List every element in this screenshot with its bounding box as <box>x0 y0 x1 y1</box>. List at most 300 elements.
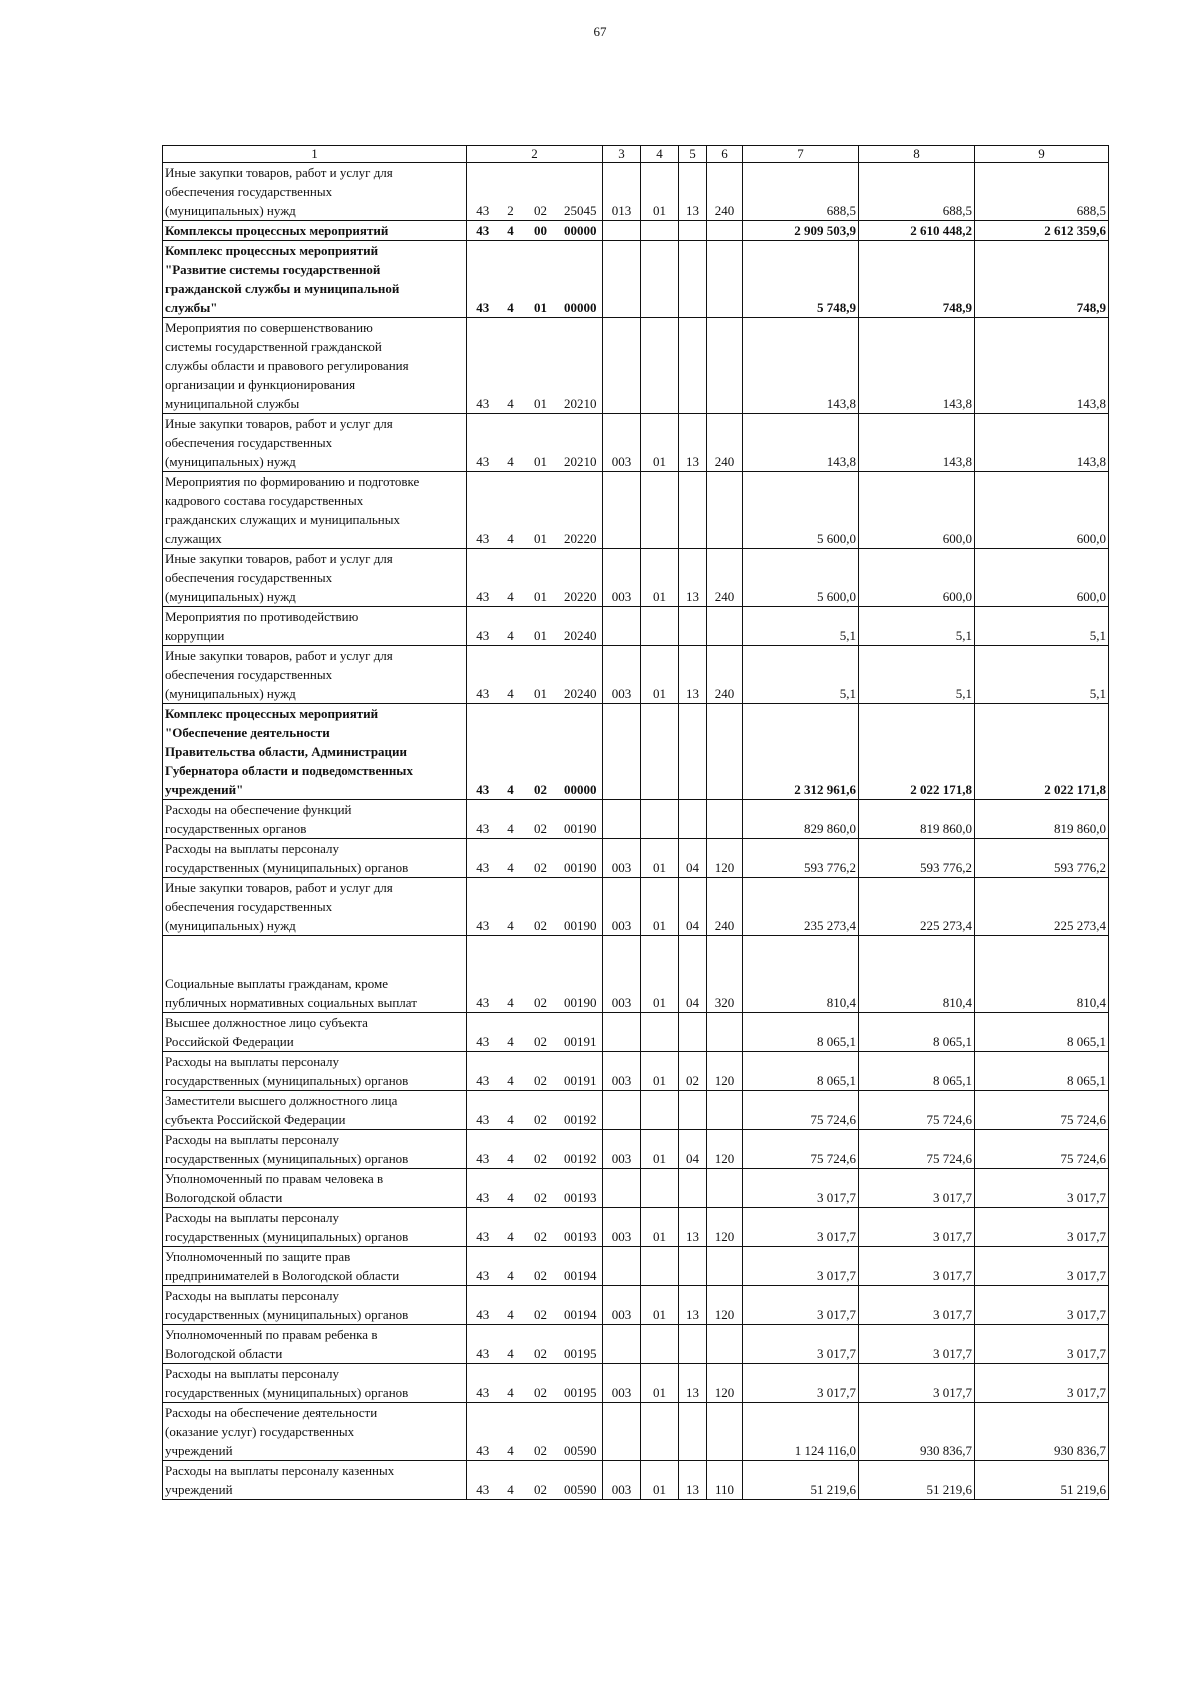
code-part-4: 00195 <box>559 1364 603 1403</box>
code-part-4: 20210 <box>559 414 603 472</box>
table-body <box>163 163 1109 1500</box>
table-row <box>163 414 1109 472</box>
code-part-1: 43 <box>467 839 499 878</box>
col-3-value <box>603 1169 641 1208</box>
col-6-value <box>707 607 743 646</box>
code-part-4: 00190 <box>559 936 603 1013</box>
col-4-value: 01 <box>641 1364 679 1403</box>
code-part-4: 00195 <box>559 1325 603 1364</box>
amount-col-7: 593 776,2 <box>743 839 859 878</box>
col-5-value <box>679 472 707 549</box>
row-description: Расходы на выплаты персоналу государственных (муниципальных) органов <box>163 1208 467 1247</box>
code-part-4: 00000 <box>559 241 603 318</box>
amount-col-8: 143,8 <box>859 414 975 472</box>
col-5-value <box>679 241 707 318</box>
col-3-value <box>603 1247 641 1286</box>
amount-col-9: 2 612 359,6 <box>975 221 1109 241</box>
code-part-4: 20240 <box>559 646 603 704</box>
code-part-4: 00194 <box>559 1286 603 1325</box>
col-4-value: 01 <box>641 1052 679 1091</box>
code-part-2: 4 <box>499 221 523 241</box>
amount-col-7: 5,1 <box>743 646 859 704</box>
code-part-2: 4 <box>499 839 523 878</box>
amount-col-9: 3 017,7 <box>975 1169 1109 1208</box>
code-part-3: 02 <box>523 1247 559 1286</box>
col-3-value <box>603 1403 641 1461</box>
col-header-5: 5 <box>679 146 707 163</box>
col-6-value: 240 <box>707 163 743 221</box>
amount-col-7: 143,8 <box>743 318 859 414</box>
code-part-4: 00190 <box>559 839 603 878</box>
col-4-value: 01 <box>641 1130 679 1169</box>
col-3-value <box>603 318 641 414</box>
code-part-3: 02 <box>523 1013 559 1052</box>
col-6-value: 240 <box>707 878 743 936</box>
code-part-3: 02 <box>523 163 559 221</box>
col-6-value: 120 <box>707 1208 743 1247</box>
amount-col-8: 3 017,7 <box>859 1247 975 1286</box>
amount-col-7: 2 909 503,9 <box>743 221 859 241</box>
amount-col-7: 75 724,6 <box>743 1091 859 1130</box>
table-row <box>163 646 1109 704</box>
code-part-4: 20210 <box>559 318 603 414</box>
amount-col-8: 75 724,6 <box>859 1130 975 1169</box>
code-part-2: 4 <box>499 1403 523 1461</box>
col-5-value <box>679 1091 707 1130</box>
col-5-value <box>679 1325 707 1364</box>
amount-col-8: 75 724,6 <box>859 1091 975 1130</box>
code-part-1: 43 <box>467 472 499 549</box>
amount-col-8: 3 017,7 <box>859 1208 975 1247</box>
col-3-value: 003 <box>603 878 641 936</box>
row-description: Уполномоченный по правам ребенка в Вологодской области <box>163 1325 467 1364</box>
code-part-3: 02 <box>523 1169 559 1208</box>
table-row <box>163 1403 1109 1461</box>
code-part-4: 00193 <box>559 1208 603 1247</box>
table-row <box>163 1286 1109 1325</box>
code-part-3: 02 <box>523 1403 559 1461</box>
col-6-value: 320 <box>707 936 743 1013</box>
col-header-2: 2 <box>467 146 603 163</box>
amount-col-7: 829 860,0 <box>743 800 859 839</box>
code-part-1: 43 <box>467 241 499 318</box>
code-part-2: 4 <box>499 704 523 800</box>
code-part-1: 43 <box>467 936 499 1013</box>
table-row <box>163 878 1109 936</box>
col-6-value <box>707 800 743 839</box>
code-part-2: 4 <box>499 800 523 839</box>
code-part-1: 43 <box>467 1169 499 1208</box>
amount-col-9: 143,8 <box>975 414 1109 472</box>
col-5-value: 13 <box>679 1364 707 1403</box>
amount-col-7: 5 600,0 <box>743 549 859 607</box>
code-part-4: 20220 <box>559 549 603 607</box>
col-5-value <box>679 221 707 241</box>
col-6-value: 110 <box>707 1461 743 1500</box>
col-4-value <box>641 472 679 549</box>
col-5-value: 13 <box>679 549 707 607</box>
code-part-2: 4 <box>499 1091 523 1130</box>
amount-col-8: 51 219,6 <box>859 1461 975 1500</box>
table-row <box>163 1247 1109 1286</box>
code-part-3: 02 <box>523 800 559 839</box>
code-part-4: 00192 <box>559 1091 603 1130</box>
table-row <box>163 472 1109 549</box>
amount-col-7: 810,4 <box>743 936 859 1013</box>
col-5-value <box>679 1247 707 1286</box>
amount-col-7: 1 124 116,0 <box>743 1403 859 1461</box>
table-row <box>163 549 1109 607</box>
row-description: Комплекс процессных мероприятий "Обеспечение деятельности Правительства области, Администрации Губернатора области и подведомственных учреждений" <box>163 704 467 800</box>
row-description: Иные закупки товаров, работ и услуг для обеспечения государственных (муниципальных) нужд <box>163 414 467 472</box>
col-4-value: 01 <box>641 163 679 221</box>
code-part-1: 43 <box>467 1364 499 1403</box>
amount-col-9: 51 219,6 <box>975 1461 1109 1500</box>
col-5-value: 04 <box>679 839 707 878</box>
code-part-1: 43 <box>467 1325 499 1364</box>
amount-col-8: 8 065,1 <box>859 1052 975 1091</box>
amount-col-9: 600,0 <box>975 472 1109 549</box>
amount-col-8: 930 836,7 <box>859 1403 975 1461</box>
col-3-value: 003 <box>603 549 641 607</box>
amount-col-7: 8 065,1 <box>743 1052 859 1091</box>
amount-col-9: 748,9 <box>975 241 1109 318</box>
col-4-value: 01 <box>641 936 679 1013</box>
code-part-3: 02 <box>523 1286 559 1325</box>
table-row <box>163 1208 1109 1247</box>
code-part-2: 4 <box>499 1013 523 1052</box>
amount-col-8: 819 860,0 <box>859 800 975 839</box>
code-part-2: 4 <box>499 936 523 1013</box>
amount-col-8: 3 017,7 <box>859 1364 975 1403</box>
amount-col-9: 8 065,1 <box>975 1013 1109 1052</box>
table-row <box>163 800 1109 839</box>
amount-col-8: 2 022 171,8 <box>859 704 975 800</box>
code-part-1: 43 <box>467 1208 499 1247</box>
row-description: Расходы на обеспечение функций государственных органов <box>163 800 467 839</box>
col-5-value: 13 <box>679 646 707 704</box>
col-3-value: 003 <box>603 1364 641 1403</box>
code-part-1: 43 <box>467 318 499 414</box>
col-4-value <box>641 1247 679 1286</box>
col-4-value <box>641 318 679 414</box>
col-4-value: 01 <box>641 1286 679 1325</box>
amount-col-7: 5 748,9 <box>743 241 859 318</box>
amount-col-9: 930 836,7 <box>975 1403 1109 1461</box>
col-6-value <box>707 1013 743 1052</box>
col-header-9: 9 <box>975 146 1109 163</box>
amount-col-8: 3 017,7 <box>859 1325 975 1364</box>
col-4-value <box>641 800 679 839</box>
code-part-2: 4 <box>499 1130 523 1169</box>
amount-col-7: 3 017,7 <box>743 1364 859 1403</box>
amount-col-9: 810,4 <box>975 936 1109 1013</box>
amount-col-7: 75 724,6 <box>743 1130 859 1169</box>
code-part-3: 02 <box>523 1052 559 1091</box>
amount-col-9: 2 022 171,8 <box>975 704 1109 800</box>
col-3-value <box>603 241 641 318</box>
code-part-2: 4 <box>499 1052 523 1091</box>
row-description: Мероприятия по противодействию коррупции <box>163 607 467 646</box>
code-part-4: 00190 <box>559 800 603 839</box>
col-5-value: 04 <box>679 1130 707 1169</box>
col-5-value: 13 <box>679 1208 707 1247</box>
col-5-value: 13 <box>679 1286 707 1325</box>
amount-col-8: 600,0 <box>859 472 975 549</box>
col-5-value <box>679 704 707 800</box>
col-5-value: 04 <box>679 878 707 936</box>
col-6-value: 120 <box>707 1130 743 1169</box>
code-part-4: 00000 <box>559 704 603 800</box>
amount-col-7: 235 273,4 <box>743 878 859 936</box>
col-3-value: 003 <box>603 1461 641 1500</box>
col-6-value <box>707 704 743 800</box>
amount-col-8: 600,0 <box>859 549 975 607</box>
code-part-3: 02 <box>523 1461 559 1500</box>
col-4-value <box>641 1091 679 1130</box>
col-6-value: 120 <box>707 1286 743 1325</box>
amount-col-9: 225 273,4 <box>975 878 1109 936</box>
col-3-value: 003 <box>603 646 641 704</box>
col-3-value: 003 <box>603 936 641 1013</box>
row-description: Заместители высшего должностного лица субъекта Российской Федерации <box>163 1091 467 1130</box>
code-part-4: 00590 <box>559 1403 603 1461</box>
row-description: Расходы на выплаты персоналу государственных (муниципальных) органов <box>163 839 467 878</box>
code-part-3: 01 <box>523 318 559 414</box>
code-part-1: 43 <box>467 704 499 800</box>
code-part-2: 2 <box>499 163 523 221</box>
col-3-value <box>603 1091 641 1130</box>
amount-col-8: 5,1 <box>859 607 975 646</box>
code-part-3: 01 <box>523 607 559 646</box>
code-part-4: 00194 <box>559 1247 603 1286</box>
col-3-value: 003 <box>603 1208 641 1247</box>
table-row <box>163 221 1109 241</box>
col-3-value: 003 <box>603 1130 641 1169</box>
col-4-value <box>641 1325 679 1364</box>
amount-col-7: 51 219,6 <box>743 1461 859 1500</box>
code-part-2: 4 <box>499 241 523 318</box>
code-part-4: 00590 <box>559 1461 603 1500</box>
col-6-value: 240 <box>707 549 743 607</box>
code-part-2: 4 <box>499 549 523 607</box>
amount-col-9: 600,0 <box>975 549 1109 607</box>
table-row <box>163 241 1109 318</box>
table-row <box>163 1091 1109 1130</box>
col-3-value <box>603 607 641 646</box>
amount-col-9: 143,8 <box>975 318 1109 414</box>
amount-col-7: 3 017,7 <box>743 1325 859 1364</box>
row-description: Расходы на выплаты персоналу казенных учреждений <box>163 1461 467 1500</box>
col-4-value <box>641 1403 679 1461</box>
table-row <box>163 163 1109 221</box>
col-header-6: 6 <box>707 146 743 163</box>
col-3-value: 003 <box>603 1052 641 1091</box>
col-4-value: 01 <box>641 414 679 472</box>
code-part-3: 02 <box>523 839 559 878</box>
code-part-3: 01 <box>523 241 559 318</box>
col-3-value <box>603 1325 641 1364</box>
code-part-1: 43 <box>467 800 499 839</box>
code-part-4: 00191 <box>559 1052 603 1091</box>
col-4-value <box>641 1013 679 1052</box>
col-6-value <box>707 318 743 414</box>
col-5-value <box>679 1169 707 1208</box>
col-5-value: 13 <box>679 163 707 221</box>
code-part-2: 4 <box>499 414 523 472</box>
col-3-value <box>603 472 641 549</box>
col-4-value: 01 <box>641 1461 679 1500</box>
amount-col-9: 593 776,2 <box>975 839 1109 878</box>
col-4-value: 01 <box>641 878 679 936</box>
col-3-value: 013 <box>603 163 641 221</box>
col-4-value <box>641 241 679 318</box>
row-description: Иные закупки товаров, работ и услуг для обеспечения государственных (муниципальных) нужд <box>163 549 467 607</box>
amount-col-7: 8 065,1 <box>743 1013 859 1052</box>
col-5-value: 13 <box>679 1461 707 1500</box>
col-3-value <box>603 221 641 241</box>
table-row <box>163 1052 1109 1091</box>
col-6-value <box>707 472 743 549</box>
amount-col-8: 3 017,7 <box>859 1286 975 1325</box>
table-row <box>163 607 1109 646</box>
col-6-value <box>707 1091 743 1130</box>
col-header-4: 4 <box>641 146 679 163</box>
amount-col-8: 225 273,4 <box>859 878 975 936</box>
row-description: Комплекс процессных мероприятий "Развитие системы государственной гражданской службы и муниципальной службы" <box>163 241 467 318</box>
table-row <box>163 1325 1109 1364</box>
code-part-1: 43 <box>467 646 499 704</box>
col-4-value: 01 <box>641 646 679 704</box>
code-part-1: 43 <box>467 221 499 241</box>
col-4-value <box>641 221 679 241</box>
amount-col-9: 3 017,7 <box>975 1325 1109 1364</box>
amount-col-8: 8 065,1 <box>859 1013 975 1052</box>
col-6-value: 120 <box>707 839 743 878</box>
amount-col-9: 8 065,1 <box>975 1052 1109 1091</box>
col-4-value <box>641 704 679 800</box>
table-row <box>163 1130 1109 1169</box>
table-row <box>163 1169 1109 1208</box>
table-row <box>163 839 1109 878</box>
code-part-4: 20240 <box>559 607 603 646</box>
row-description: Расходы на обеспечение деятельности (оказание услуг) государственных учреждений <box>163 1403 467 1461</box>
code-part-4: 25045 <box>559 163 603 221</box>
code-part-1: 43 <box>467 163 499 221</box>
code-part-1: 43 <box>467 414 499 472</box>
row-description: Иные закупки товаров, работ и услуг для обеспечения государственных (муниципальных) нужд <box>163 646 467 704</box>
table-row <box>163 1364 1109 1403</box>
col-header-1: 1 <box>163 146 467 163</box>
col-6-value: 240 <box>707 646 743 704</box>
code-part-2: 4 <box>499 607 523 646</box>
code-part-3: 02 <box>523 1091 559 1130</box>
col-5-value <box>679 800 707 839</box>
code-part-2: 4 <box>499 1325 523 1364</box>
code-part-3: 02 <box>523 1325 559 1364</box>
table-row <box>163 318 1109 414</box>
col-header-8: 8 <box>859 146 975 163</box>
table-row <box>163 936 1109 1013</box>
amount-col-8: 748,9 <box>859 241 975 318</box>
code-part-2: 4 <box>499 318 523 414</box>
col-5-value: 02 <box>679 1052 707 1091</box>
code-part-2: 4 <box>499 1461 523 1500</box>
table-row <box>163 1013 1109 1052</box>
code-part-1: 43 <box>467 878 499 936</box>
code-part-1: 43 <box>467 1130 499 1169</box>
amount-col-7: 2 312 961,6 <box>743 704 859 800</box>
col-6-value: 240 <box>707 414 743 472</box>
amount-col-9: 5,1 <box>975 607 1109 646</box>
col-4-value: 01 <box>641 1208 679 1247</box>
amount-col-7: 3 017,7 <box>743 1169 859 1208</box>
code-part-1: 43 <box>467 1091 499 1130</box>
amount-col-8: 593 776,2 <box>859 839 975 878</box>
row-description: Иные закупки товаров, работ и услуг для обеспечения государственных (муниципальных) нужд <box>163 163 467 221</box>
row-description: Расходы на выплаты персоналу государственных (муниципальных) органов <box>163 1286 467 1325</box>
code-part-4: 00192 <box>559 1130 603 1169</box>
col-4-value: 01 <box>641 839 679 878</box>
row-description: Уполномоченный по правам человека в Вологодской области <box>163 1169 467 1208</box>
amount-col-9: 5,1 <box>975 646 1109 704</box>
budget-table <box>162 145 1109 1500</box>
col-5-value: 13 <box>679 414 707 472</box>
row-description: Расходы на выплаты персоналу государственных (муниципальных) органов <box>163 1130 467 1169</box>
amount-col-7: 3 017,7 <box>743 1247 859 1286</box>
col-6-value <box>707 1325 743 1364</box>
code-part-4: 00191 <box>559 1013 603 1052</box>
col-header-3: 3 <box>603 146 641 163</box>
amount-col-9: 819 860,0 <box>975 800 1109 839</box>
col-3-value <box>603 1013 641 1052</box>
header-row <box>163 146 1109 163</box>
col-3-value: 003 <box>603 839 641 878</box>
amount-col-9: 75 724,6 <box>975 1130 1109 1169</box>
code-part-3: 01 <box>523 472 559 549</box>
code-part-2: 4 <box>499 1364 523 1403</box>
amount-col-8: 3 017,7 <box>859 1169 975 1208</box>
table-row <box>163 1461 1109 1500</box>
code-part-4: 00000 <box>559 221 603 241</box>
amount-col-8: 810,4 <box>859 936 975 1013</box>
code-part-3: 01 <box>523 646 559 704</box>
code-part-4: 00190 <box>559 878 603 936</box>
row-description: Расходы на выплаты персоналу государственных (муниципальных) органов <box>163 1052 467 1091</box>
col-6-value <box>707 1403 743 1461</box>
col-3-value: 003 <box>603 414 641 472</box>
row-description: Уполномоченный по защите прав предпринимателей в Вологодской области <box>163 1247 467 1286</box>
col-6-value: 120 <box>707 1052 743 1091</box>
col-3-value <box>603 800 641 839</box>
code-part-1: 43 <box>467 607 499 646</box>
col-6-value <box>707 221 743 241</box>
row-description: Мероприятия по совершенствованию системы государственной гражданской службы области и правового регулирования организации и функционирования муниципальной службы <box>163 318 467 414</box>
row-description: Высшее должностное лицо субъекта Российской Федерации <box>163 1013 467 1052</box>
code-part-3: 00 <box>523 221 559 241</box>
row-description: Мероприятия по формированию и подготовке кадрового состава государственных гражданских служащих и муниципальных служащих <box>163 472 467 549</box>
col-6-value: 120 <box>707 1364 743 1403</box>
code-part-3: 02 <box>523 1208 559 1247</box>
code-part-1: 43 <box>467 1286 499 1325</box>
col-3-value <box>603 704 641 800</box>
amount-col-7: 5 600,0 <box>743 472 859 549</box>
code-part-2: 4 <box>499 1247 523 1286</box>
amount-col-9: 3 017,7 <box>975 1286 1109 1325</box>
amount-col-8: 688,5 <box>859 163 975 221</box>
col-4-value: 01 <box>641 549 679 607</box>
code-part-2: 4 <box>499 472 523 549</box>
